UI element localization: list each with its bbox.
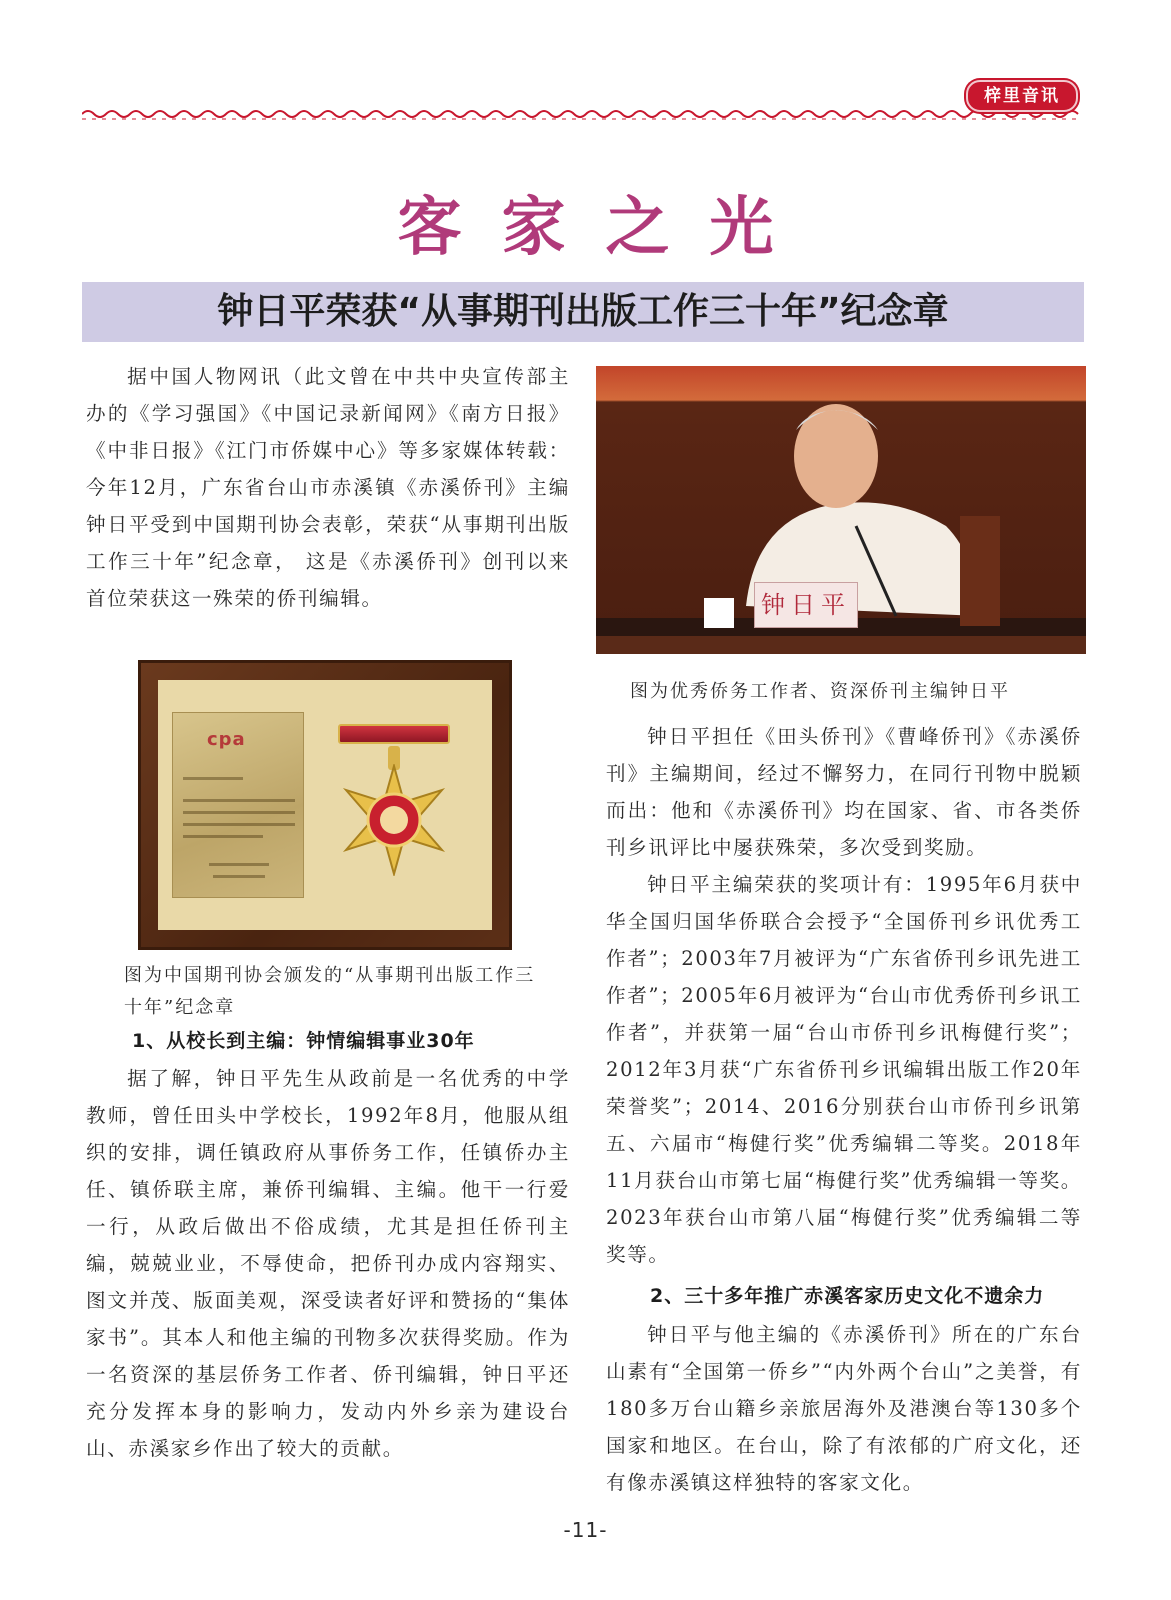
intro-column	[86, 358, 570, 617]
plaque-engraving	[183, 835, 263, 838]
decorative-wave-rule	[82, 106, 1082, 122]
plaque-engraving	[183, 823, 295, 826]
portrait-photo	[596, 366, 1086, 654]
main-title: 客家之光	[397, 191, 814, 265]
medal-caption: 图为中国期刊协会颁发的“从事期刊出版工作三十年”纪念章	[124, 965, 536, 1018]
medal-mat	[158, 680, 492, 930]
article-title-banner	[82, 282, 1084, 342]
intro-paragraph: 据中国人物网讯（此文曾在中共中央宣传部主办的《学习强国》《中国记录新闻网》《南方日报》《中非日报》《江门市侨媒中心》等多家媒体转载：今年12月，广东省台山市赤溪镇《赤溪侨刊》主编钟日平受到中国期刊协会表彰，荣获“从事期刊出版工作三十年”纪念章， 这是《赤溪侨刊》创刊以来首位荣获这一殊荣的侨刊编辑。	[86, 365, 570, 610]
page-number: -11-	[563, 1518, 608, 1542]
article-title: 钟日平荣获“从事期刊出版工作三十年”纪念章	[217, 291, 949, 332]
plaque-engraving	[183, 777, 243, 780]
section1-column	[86, 1060, 570, 1467]
section-badge: 梓里音讯	[966, 80, 1078, 112]
section1-paragraph: 据了解，钟日平先生从政前是一名优秀的中学教师，曾任田头中学校长，1992年8月，他服从组织的安排，调任镇政府从事侨务工作，任镇侨办主任、镇侨联主席，兼侨刊编辑、主编。他干一行爱一行，从政后做出不俗成绩，尤其是担任侨刊主编，兢兢业业，不辱使命，把侨刊办成内容翔实、图文并茂、版面美观，深受读者好评和赞扬的“集体家书”。其本人和他主编的刊物多次获得奖励。作为一名资深的基层侨务工作者、侨刊编辑，钟日平还充分发挥本身的影响力，发动内外乡亲为建设台山、赤溪家乡作出了较大的贡献。	[86, 1067, 570, 1460]
plaque-engraving	[213, 875, 265, 878]
section1-heading: 1、从校长到主编：钟情编辑事业30年	[132, 1030, 475, 1052]
star-medal-icon	[338, 764, 450, 876]
plaque-engraving	[183, 799, 295, 802]
right-column	[606, 718, 1082, 1273]
section2-heading: 2、三十多年推广赤溪客家历史文化不遗余力	[650, 1285, 1045, 1307]
plaque-engraving	[209, 863, 269, 866]
right-paragraph-1: 钟日平担任《田头侨刊》《曹峰侨刊》《赤溪侨刊》主编期间，经过不懈努力，在同行刊物中脱颖而出：他和《赤溪侨刊》均在国家、省、市各类侨刊乡讯评比中屡获殊荣，多次受到奖励。	[606, 725, 1082, 859]
right-paragraph-2: 钟日平主编荣获的奖项计有：1995年6月获中华全国归国华侨联合会授予“全国侨刊乡讯优秀工作者”；2003年7月被评为“广东省侨刊乡讯先进工作者”；2005年6月被评为“台山市优秀侨刊乡讯工作者”，并获第一届“台山市侨刊乡讯梅健行奖”；2012年3月获“广东省侨刊乡讯编辑出版工作20年荣誉奖”；2014、2016分别获台山市侨刊乡讯第五、六届市“梅健行奖”优秀编辑二等奖。2018年11月获台山市第七届“梅健行奖”优秀编辑一等奖。2023年获台山市第八届“梅健行奖”优秀编辑二等奖等。	[606, 873, 1082, 1266]
photo-caption: 图为优秀侨务工作者、资深侨刊主编钟日平	[630, 681, 1010, 702]
medal-photo	[138, 660, 512, 950]
plaque-engraving	[183, 811, 295, 814]
medal-ribbon-bar	[338, 724, 450, 744]
section2-column	[606, 1316, 1082, 1501]
certificate-plaque	[172, 712, 304, 898]
nameplate: 钟日平	[754, 582, 858, 628]
cpa-logo: cpa	[207, 729, 246, 750]
section2-paragraph: 钟日平与他主编的《赤溪侨刊》所在的广东台山素有“全国第一侨乡”“内外两个台山”之美誉，有180多万台山籍乡亲旅居海外及港澳台等130多个国家和地区。在台山，除了有浓郁的广府文化，还有像赤溪镇这样独特的客家文化。	[606, 1323, 1082, 1494]
